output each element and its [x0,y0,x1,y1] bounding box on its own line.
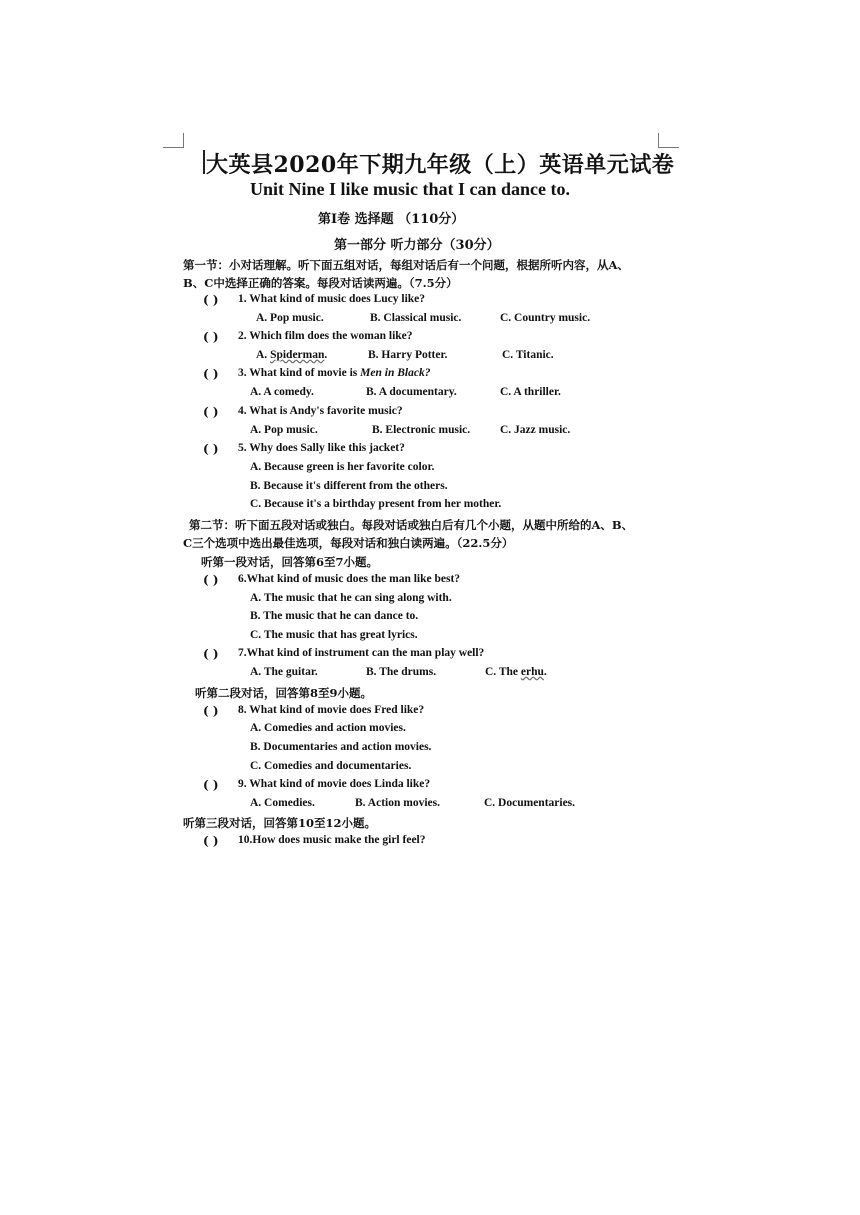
answer-blank[interactable]: ( ) [203,293,219,307]
q1-option-a: A. Pop music. [256,312,324,324]
q9-option-a: A. Comedies. [250,797,315,809]
q9-option-c: C. Documentaries. [484,797,576,809]
spellcheck-word: erhu [520,666,544,678]
q7-option-c [485,666,547,678]
section2-instruction-line2: C三个选项中选出最佳选项，每段对话和独白读两遍。（22.5分） [183,536,514,550]
q9-option-b: B. Action movies. [355,797,440,809]
question-8: 8. What kind of movie does Fred like? [238,704,425,716]
q8-option-c: C. Comedies and documentaries. [250,760,412,772]
q7-option-c-suffix: . [543,666,547,678]
exam-title: 大英县2020年下期九年级（上）英语单元试卷 [206,152,675,178]
answer-blank[interactable]: ( ) [203,405,219,419]
q2-option-a-suffix: . [324,349,328,361]
spellcheck-word: Spiderman [270,349,325,361]
question-3-text: 3. What kind of movie is [238,367,361,379]
dialog3-heading: 听第三段对话，回答第10至12小题。 [183,816,377,830]
q2-option-a-prefix: A. [256,349,271,361]
dialog1-heading: 听第一段对话，回答第6至7小题。 [201,555,379,569]
dialog2-heading: 听第二段对话，回答第8至9小题。 [195,686,373,700]
section1-instruction-line1: 第一节：小对话理解。听下面五组对话，每组对话后有一个问题，根据所听内容，从A、 [183,258,629,272]
q2-option-a [256,349,327,361]
answer-blank[interactable]: ( ) [203,367,219,381]
question-9: 9. What kind of movie does Linda like? [238,778,431,790]
q4-option-c: C. Jazz music. [500,424,571,436]
volume-heading: 第Ⅰ卷 选择题 （110分） [318,212,465,227]
page-corner-mark-right [658,133,679,148]
q1-option-c: C. Country music. [500,312,591,324]
text-cursor [203,150,205,174]
q7-option-b: B. The drums. [366,666,437,678]
q2-option-b: B. Harry Potter. [368,349,448,361]
q4-option-b: B. Electronic music. [372,424,471,436]
answer-blank[interactable]: ( ) [203,647,219,661]
question-3 [238,367,430,379]
q7-option-c-prefix: C. The [485,666,521,678]
q6-option-b: B. The music that he can dance to. [250,610,419,622]
answer-blank[interactable]: ( ) [203,834,219,848]
exam-subtitle: Unit Nine I like music that I can dance to. [250,179,571,199]
q8-option-b: B. Documentaries and action movies. [250,741,432,753]
q2-option-c: C. Titanic. [502,349,554,361]
question-6: 6.What kind of music does the man like best? [238,573,461,585]
page-corner-mark-left [163,133,184,148]
part-heading: 第一部分 听力部分（30分） [334,238,500,253]
answer-blank[interactable]: ( ) [203,330,219,344]
q3-option-b: B. A documentary. [366,386,457,398]
section1-instruction-line2: B、C中选择正确的答案。每段对话读两遍。（7.5分） [183,276,458,290]
answer-blank[interactable]: ( ) [203,573,219,587]
q3-option-a: A. A comedy. [250,386,314,398]
q5-option-b: B. Because it's different from the others. [250,480,448,492]
q8-option-a: A. Comedies and action movies. [250,722,406,734]
question-1: 1. What kind of music does Lucy like? [238,293,426,305]
q4-option-a: A. Pop music. [250,424,318,436]
q5-option-c: C. Because it's a birthday present from her mother. [250,498,502,510]
q1-option-b: B. Classical music. [370,312,462,324]
question-10: 10.How does music make the girl feel? [238,834,426,846]
question-3-movie-title: Men in Black? [360,367,431,379]
question-7: 7.What kind of instrument can the man play well? [238,647,485,659]
q6-option-a: A. The music that he can sing along with. [250,592,452,604]
q7-option-a: A. The guitar. [250,666,318,678]
answer-blank[interactable]: ( ) [203,778,219,792]
section2-instruction-line1: 第二节：听下面五段对话或独白。每段对话或独白后有几个小题，从题中所给的A、B、 [189,518,634,532]
answer-blank[interactable]: ( ) [203,704,219,718]
question-5: 5. Why does Sally like this jacket? [238,442,405,454]
question-4: 4. What is Andy's favorite music? [238,405,403,417]
q3-option-c: C. A thriller. [500,386,561,398]
question-2: 2. Which film does the woman like? [238,330,413,342]
q6-option-c: C. The music that has great lyrics. [250,629,418,641]
q5-option-a: A. Because green is her favorite color. [250,461,435,473]
answer-blank[interactable]: ( ) [203,442,219,456]
